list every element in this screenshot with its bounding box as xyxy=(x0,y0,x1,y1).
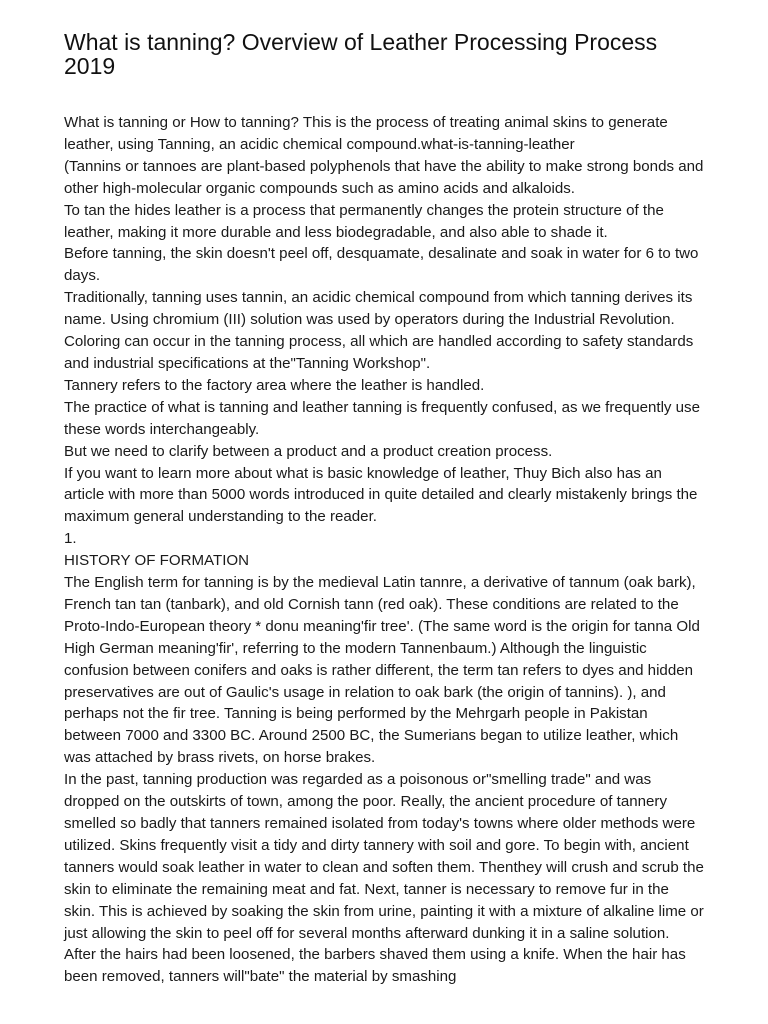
section-heading: HISTORY OF FORMATION xyxy=(64,552,250,570)
body-paragraph: What is tanning or How to tanning? This is the process of treating animal skins to generate leather, using Tanning, an acidic chemical compound.what-is-tanning-leather xyxy=(64,114,668,153)
body-paragraph: (Tannins or tannoes are plant-based polyphenols that have the ability to make strong bonds and other high-molecular organic compounds such as amino acids and alkaloids. xyxy=(64,157,704,197)
body-paragraph: In the past, tanning production was regarded as a poisonous or"smelling trade" and was dropped on the outskirts of town, among the poor. Really, the ancient procedure of tannery smelled so badly that tanners remained isolated from today's towns where older methods were utilized. Skins frequently visit a tidy and dirty tannery with soil and gore. To begin with, ancient tanners would soak leather in water to clean and soften them. Thenthey will crush and scrub the skin to eliminate the remaining meat and fat. Next, tanner is necessary to remove fur in the skin. This is achieved by soaking the skin from urine, painting it with a mixture of alkaline lime or just allowing the skin to peel off for several months afterward dunking it in a saline solution. After the hairs had been loosened, the barbers shaved them using a knife. When the hair has been removed, tanners will"bate" the material by smashing xyxy=(64,771,704,986)
body-paragraph: Before tanning, the skin doesn't peel off, desquamate, desalinate and soak in water for 6 to two days. xyxy=(64,245,699,285)
body-paragraph: The practice of what is tanning and leather tanning is frequently confused, as we frequently use these words interchangeably. xyxy=(64,398,701,438)
body-paragraph: But we need to clarify between a product and a product creation process. xyxy=(64,442,553,460)
body-paragraph: Traditionally, tanning uses tannin, an acidic chemical compound from which tanning derives its name. Using chromium (III) solution was used by operators during the Industrial Revolution. xyxy=(64,289,693,329)
body-paragraph: The English term for tanning is by the medieval Latin tannre, a derivative of tannum (oak bark), French tan tan (tanbark), and old Cornish tann (red oak). These conditions are related to the Proto-Indo-European theory * donu meaning'fir tree'. (The same word is the origin for tanna Old High German meaning'fir', referring to the modern Tannenbaum.) Although the linguistic confusion between conifers and oaks is rather different, the term tan refers to dyes and hidden preservatives are out of Gaulic's usage in relation to oak bark (the origin of tannins). ), and perhaps not the fir tree. Tanning is being performed by the Mehrgarh people in Pakistan between 7000 and 3300 BC. Around 2500 BC, the Sumerians began to utilize leather, which was attached by brass rivets, on horse brakes. xyxy=(64,574,700,767)
section-number: 1. xyxy=(64,530,77,548)
body-paragraph: If you want to learn more about what is basic knowledge of leather, Thuy Bich also has an article with more than 5000 words introduced in quite detailed and clearly mistakenly brings the maximum general understanding to the reader. xyxy=(64,464,698,526)
body-paragraph: Tannery refers to the factory area where the leather is handled. xyxy=(64,376,485,394)
body-paragraph: Coloring can occur in the tanning process, all which are handled according to safety standards and industrial specifications at the"Tanning Workshop". xyxy=(64,333,694,372)
document-body xyxy=(64,112,704,988)
document-title: What is tanning? Overview of Leather Processing Process 2019 xyxy=(64,29,658,79)
body-paragraph: To tan the hides leather is a process that permanently changes the protein structure of the leather, making it more durable and less biodegradable, and also able to shade it. xyxy=(64,201,664,241)
